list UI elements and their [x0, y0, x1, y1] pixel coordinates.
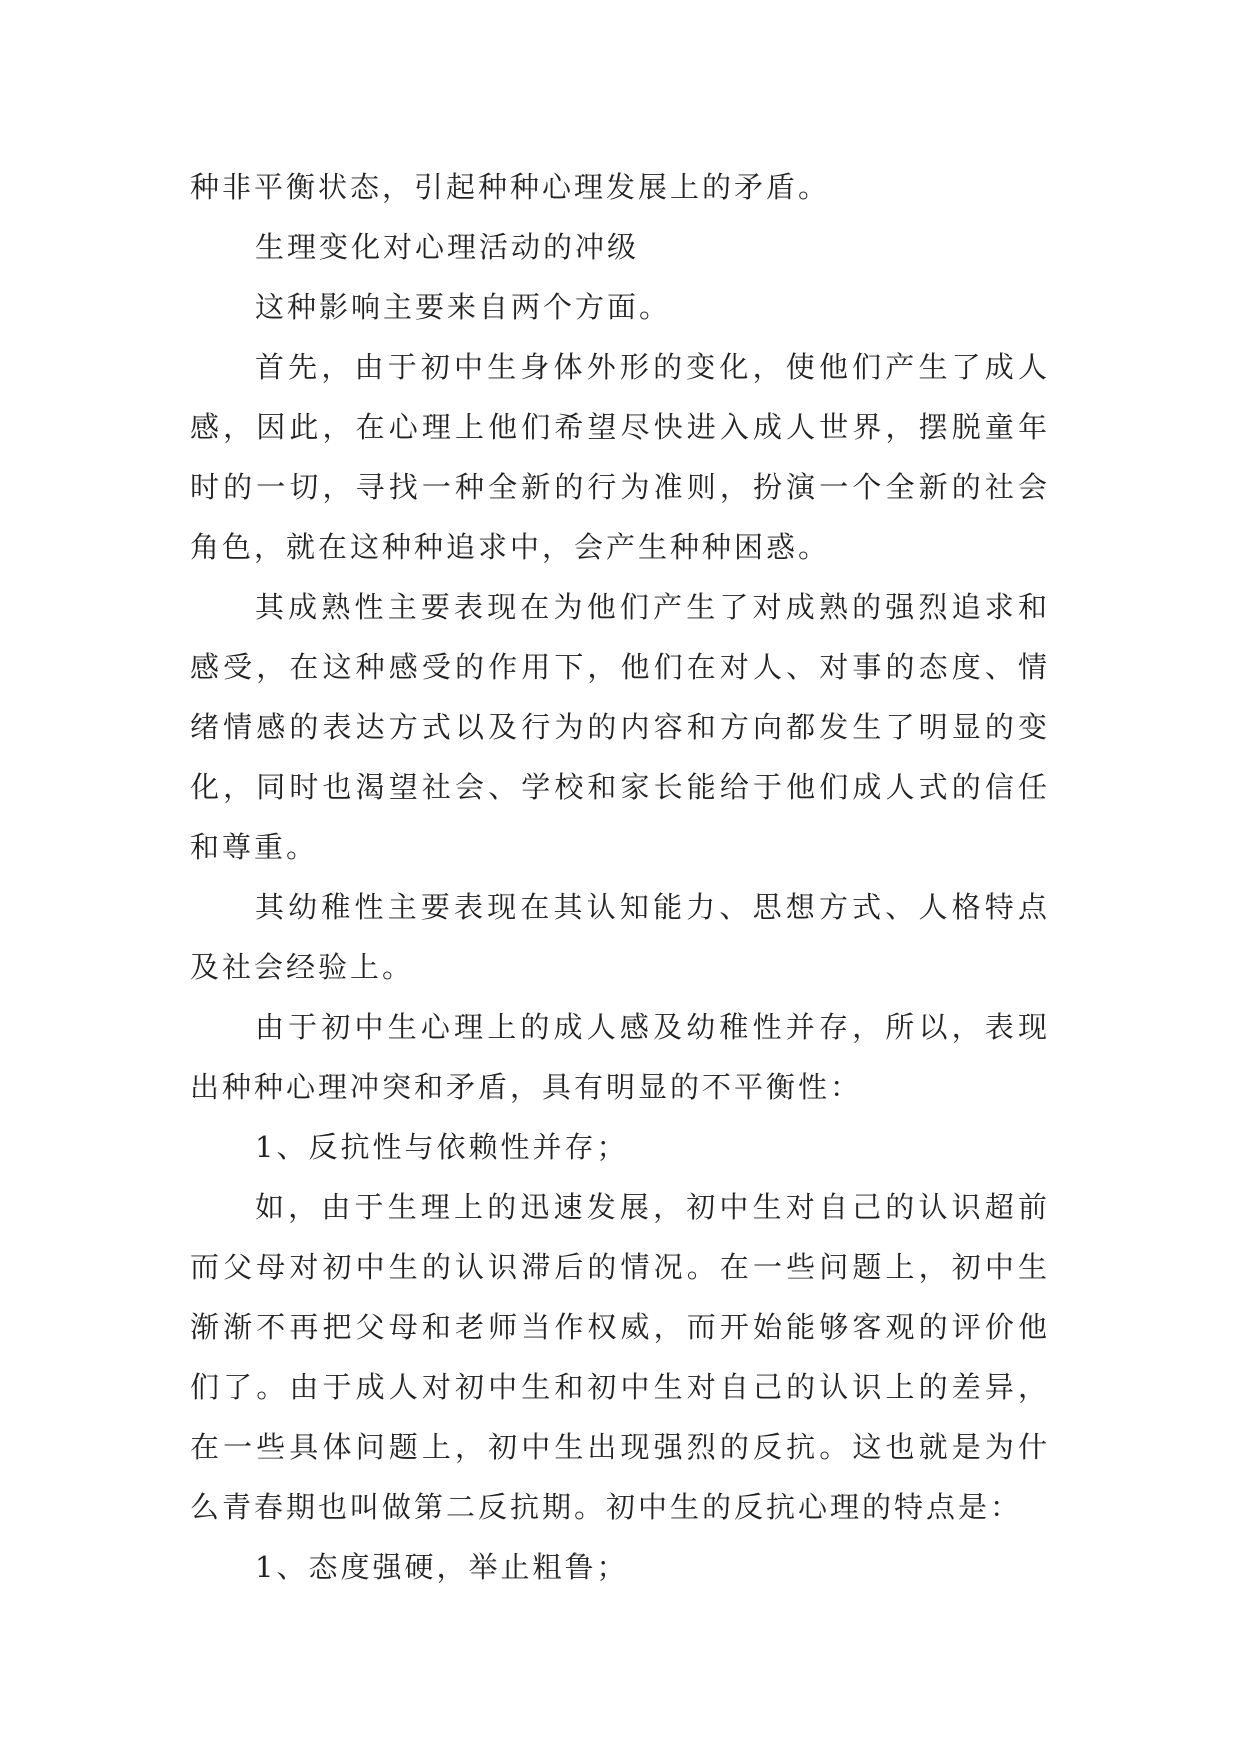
paragraph-9: 如，由于生理上的迅速发展，初中生对自己的认识超前而父母对初中生的认识滞后的情况。在一些问题上，初中生渐渐不再把父母和老师当作权威，而开始能够客观的评价他们了。由于成人对初中生和初中生对自己的认识上的差异，在一些具体问题上，初中生出现强烈的反抗。这也就是为什么青春期也叫做第二反抗期。初中生的反抗心理的特点是：	[190, 1190, 1050, 1524]
paragraph-5: 其成熟性主要表现在为他们产生了对成熟的强烈追求和感受，在这种感受的作用下，他们在对人、对事的态度、情绪情感的表达方式以及行为的内容和方向都发生了明显的变化，同时也渴望社会、学校和家长能给于他们成人式的信任和尊重。	[190, 590, 1050, 864]
paragraph-2: 生理变化对心理活动的冲级	[255, 230, 640, 264]
paragraph-4: 首先，由于初中生身体外形的变化，使他们产生了成人感，因此，在心理上他们希望尽快进入成人世界，摆脱童年时的一切，寻找一种全新的行为准则，扮演一个全新的社会角色，就在这种种追求中，会产生种种困惑。	[190, 350, 1050, 564]
paragraph-8: 1、反抗性与依赖性并存；	[255, 1130, 629, 1164]
paragraph-7: 由于初中生心理上的成人感及幼稚性并存，所以，表现出种种心理冲突和矛盾，具有明显的不平衡性：	[190, 1010, 1050, 1104]
document-body	[190, 157, 1050, 1597]
paragraph-6: 其幼稚性主要表现在其认知能力、思想方式、人格特点及社会经验上。	[190, 890, 1050, 984]
paragraph-3: 这种影响主要来自两个方面。	[255, 290, 672, 324]
paragraph-1: 种非平衡状态，引起种种心理发展上的矛盾。	[190, 170, 831, 204]
paragraph-10: 1、态度强硬，举止粗鲁；	[255, 1550, 629, 1584]
